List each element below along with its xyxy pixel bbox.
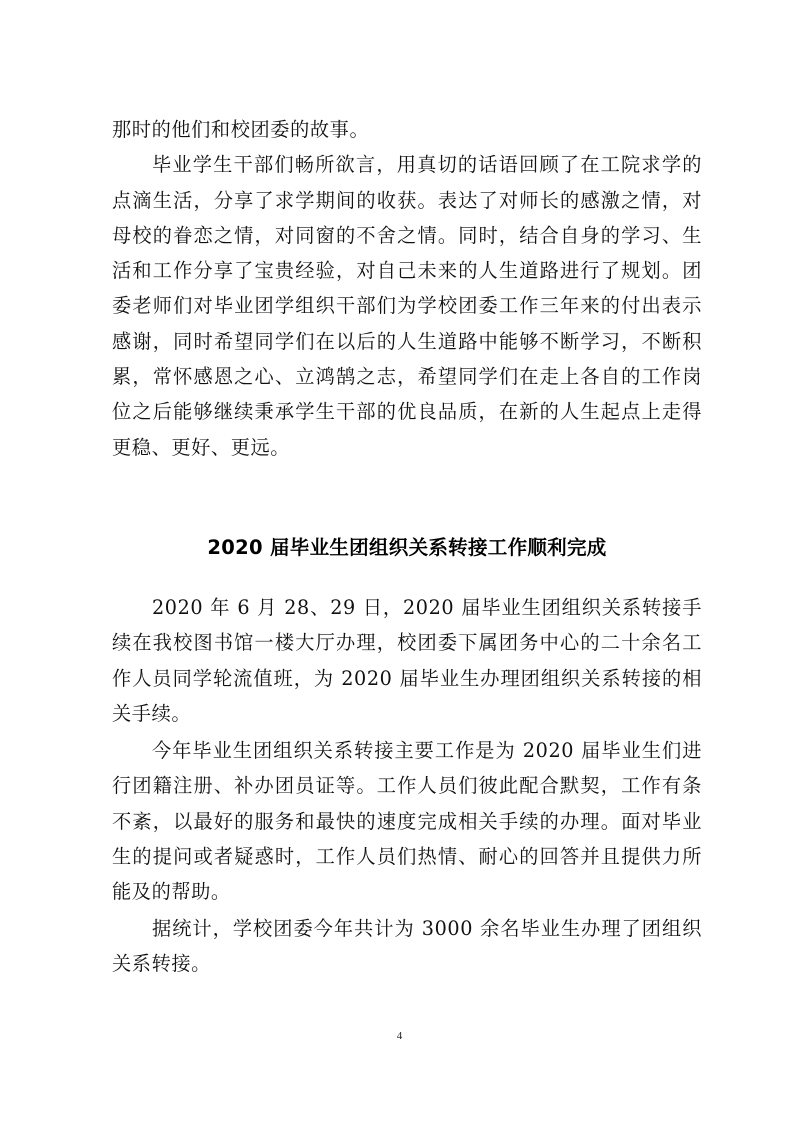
page-number: 4 <box>396 1030 403 1042</box>
body-paragraph: 今年毕业生团组织关系转接主要工作是为 2020 届毕业生们进行团籍注册、补办团员证等。工作人员们彼此配合默契，工作有条不紊，以最好的服务和最快的速度完成相关手续的办理。面对毕业生的提问或者疑惑时，工作人员们热情、耐心的回答并且提供力所能及的帮助。 <box>112 739 702 904</box>
body-paragraph: 据统计，学校团委今年共计为 3000 余名毕业生办理了团组织关系转接。 <box>112 917 702 976</box>
article-body-2 <box>112 590 702 731</box>
body-paragraph: 毕业学生干部们畅所欲言，用真切的话语回顾了在工院求学的点滴生活，分享了求学期间的收获。表达了对师长的感激之情，对母校的眷恋之情，对同窗的不舍之情。同时，结合自身的学习、生活和工作分享了宝贵经验，对自己未来的人生道路进行了规划。团委老师们对毕业团学组织干部们为学校团委工作三年来的付出表示感谢，同时希望同学们在以后的人生道路中能够不断学习，不断积累，常怀感恩之心、立鸿鹄之志，希望同学们在走上各自的工作岗位之后能够继续秉承学生干部的优良品质，在新的人生起点上走得更稳、更好、更远。 <box>112 153 702 459</box>
article-body-3 <box>112 733 702 909</box>
continuation-paragraph: 那时的他们和校团委的故事。 <box>112 118 370 141</box>
body-paragraph: 2020 年 6 月 28、29 日，2020 届毕业生团组织关系转接手续在我校图书馆一楼大厅办理，校团委下属团务中心的二十余名工作人员同学轮流值班，为 2020 届毕业生办理团组织关系转接的相关手续。 <box>112 596 702 725</box>
article-body-1 <box>112 112 702 465</box>
article-body-4 <box>112 911 702 982</box>
article-heading: 2020 届毕业生团组织关系转接工作顺利完成 <box>207 536 607 559</box>
